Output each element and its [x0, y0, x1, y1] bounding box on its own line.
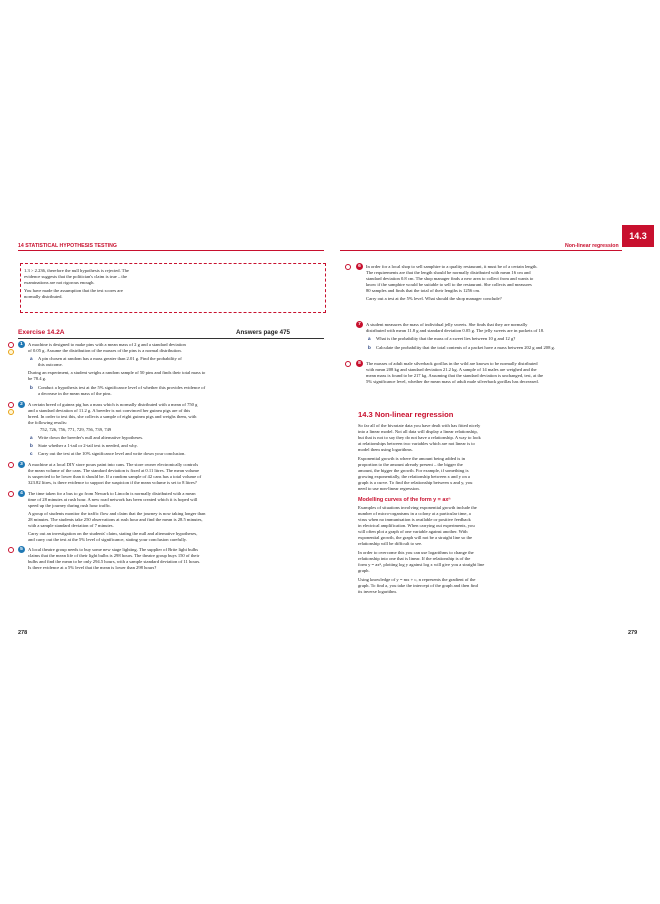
section-p5-3: its inverse logarithm.	[358, 589, 397, 594]
q2-part-b-label: b	[30, 443, 33, 448]
q7-part-b-label: b	[368, 345, 371, 350]
q4-line-4: A group of students monitor the traffic flow and claim that the journey is now taking longer than	[28, 511, 206, 516]
question-number-5: 5	[18, 546, 25, 553]
q7-part-a-label: a	[368, 336, 371, 341]
q5-line-2: claims that the mean life of their light bulbs is 298 hours. The theatre group buys 150 of their	[28, 553, 200, 558]
section-title: 14.3 Non-linear regression	[358, 410, 454, 419]
question-number-1: 1	[18, 341, 25, 348]
question-number-7: 7	[356, 321, 363, 328]
question-number-3: 3	[18, 461, 25, 468]
section-p1-3: but that is not to say they do not have a relationship. A way to look	[358, 435, 481, 440]
q2-part-c: Carry out the test at the 10% significance level and write down your conclusion.	[38, 451, 186, 456]
section-p2-1: Exponential growth is where the amount being added is in	[358, 456, 466, 461]
q8-line-4: 5% significance level, whether the mean mass of adult male silverback gorillas has decreased.	[366, 379, 539, 384]
q6-line-6: Carry out a test at the 5% level. What should the shop manager conclude?	[366, 296, 502, 301]
problem-solving-icon	[345, 264, 351, 270]
section-tab: 14.3	[622, 225, 654, 247]
question-number-4: 4	[18, 490, 25, 497]
q8-line-2: with mean 208 kg and standard deviation 21.2 kg. A sample of 14 males are weighed and the	[366, 367, 537, 372]
q6-line-4: know if the samphire would be suitable to sell to the restaurant. She collects and measures	[366, 282, 532, 287]
answers-link[interactable]: Answers page 475	[236, 329, 290, 336]
header-rule	[18, 250, 324, 251]
section-p4-1: In order to overcome this you can use logarithms to change the	[358, 550, 474, 555]
subsection-title: Modelling curves of the form y = axⁿ	[358, 497, 451, 503]
q1-part-a-1: A pin chosen at random has a mass greater than 2.01 g. Find the probability of	[38, 356, 182, 361]
problem-solving-icon	[8, 547, 14, 553]
q2-part-a-label: a	[30, 435, 33, 440]
q5-line-3: bulbs and find the mean to be only 294.5 hours, with a sample standard deviation of 11 hours.	[28, 559, 201, 564]
q1-stem-1: A machine is designed to make pins with a mean mass of 2 g and a standard deviation	[28, 342, 186, 347]
q2-stem-4: the following results:	[28, 420, 68, 425]
section-p1-4: at relationships between two variables which are not linear is to	[358, 441, 475, 446]
problem-solving-icon	[345, 361, 351, 367]
chapter-header: 14 STATISTICAL HYPOTHESIS TESTING	[18, 243, 117, 249]
q2-part-a: Write down the breeder's null and alternative hypotheses.	[38, 435, 144, 440]
q6-line-2: The requirements are that the length should be normally distributed with mean 16 cm and	[366, 270, 531, 275]
q8-line-3: mean mass is found to be 217 kg. Assuming that the standard deviation is unchanged, test, at the	[366, 373, 544, 378]
section-p2-4: growing exponentially, the relationship between x and y on a	[358, 474, 470, 479]
problem-solving-icon	[8, 491, 14, 497]
q2-stem-1: A certain breed of guinea pig has a mass which is normally distributed with a mean of 750 g	[28, 402, 198, 407]
section-p2-2: proportion to the amount already present – the bigger the	[358, 462, 463, 467]
q1-mid-1: During an experiment, a student weighs a random sample of 50 pins and finds their total mass to	[28, 370, 206, 375]
box-line-1: 1.3 > 2.236, therefore the null hypothesis is rejected. The	[24, 268, 129, 273]
q2-part-c-label: c	[30, 451, 33, 456]
section-p1-1: So far all of the bivariate data you have dealt with has fitted nicely	[358, 423, 481, 428]
section-p2-5: graph is a curve. To find the relationship between x and y, you	[358, 480, 473, 485]
box-line-2: evidence suggests that the politician's claim is true – the	[24, 274, 128, 279]
book-spread	[0, 225, 660, 665]
calculator-icon	[8, 409, 14, 415]
q4-line-7: Carry out an investigation on the students' claim, stating the null and alternative hypotheses,	[28, 531, 198, 536]
exercise-title: Exercise 14.2A	[18, 329, 65, 336]
q1-part-a-2: this outcome.	[38, 362, 63, 367]
q4-line-2: time of 28 minutes at rush hour. A new road network has been created which it is hoped will	[28, 497, 198, 502]
section-p3-7: relationship will be difficult to see.	[358, 541, 423, 546]
exercise-rule	[18, 338, 324, 339]
q4-line-6: with a sample standard deviation of 7 minutes.	[28, 523, 114, 528]
section-p3-6: exponential growth, the graph will not be a straight line so the	[358, 535, 473, 540]
section-p1-5: model them using logarithms.	[358, 447, 413, 452]
q3-line-1: A machine at a local DIY store pours paint into cans. The store owner electronically controls	[28, 462, 199, 467]
q7-part-b: Calculate the probability that the total contents of a packet have a mass between 202 g and 208 g.	[376, 345, 555, 350]
q1-part-b-1: Conduct a hypothesis test at the 5% significance level of whether this provides evidence of	[38, 385, 206, 390]
q3-line-3: is suspected to be lower than it should be. If a random sample of 42 cans has a total volume of	[28, 474, 202, 479]
section-p3-4: in electrical amplification. When carrying out experiments, you	[358, 523, 475, 528]
question-number-8: 8	[356, 360, 363, 367]
problem-solving-icon	[8, 342, 14, 348]
q7-line-2: distributed with mean 11.8 g and standard deviation 0.05 g. The jelly sweets are in packets of 18.	[366, 328, 545, 333]
q1-stem-2: of 0.05 g. Assume the distribution of the masses of the pins is a normal distribution.	[28, 348, 182, 353]
question-number-6: 6	[356, 263, 363, 270]
problem-solving-icon	[8, 402, 14, 408]
q1-mid-2: be 78.4 g.	[28, 376, 47, 381]
q3-line-2: the mean volume of the cans. The standard deviation is fixed at 0.11 litres. The mean volume	[28, 468, 199, 473]
q1-part-b-label: b	[30, 385, 33, 390]
q3-line-4: 323.82 litres, is there evidence to support the suspicion if the mean volume is set to 8 litres?	[28, 480, 197, 485]
q2-part-b: State whether a 1-tail or 2-tail test is needed, and why.	[38, 443, 138, 448]
q5-line-1: A local theatre group needs to buy some new stage lighting. The supplier of Brite light bulbs	[28, 547, 198, 552]
page-number-left: 278	[18, 630, 28, 636]
left-page	[0, 225, 330, 665]
section-p4-2: relationship into one that is linear. If the relationship is of the	[358, 556, 471, 561]
q2-stem-3: breed. In order to test this, she collects a sample of eight guinea pigs and weighs them, with	[28, 414, 197, 419]
q6-line-3: standard deviation 0.8 cm. The shop manager finds a new area to collect from and wants to	[366, 276, 534, 281]
section-p2-3: amount, the bigger the growth. For example, if something is	[358, 468, 469, 473]
q4-line-1: The time taken for a bus to go from Newark to Lincoln is normally distributed with a mean	[28, 491, 196, 496]
section-p5-2: graph. To find a, you take the intercept of the graph and then find	[358, 583, 478, 588]
section-p4-4: graph.	[358, 568, 370, 573]
header-rule-right	[340, 250, 622, 251]
q6-line-5: 80 samples and finds that the total of their lengths is 1256 cm.	[366, 288, 481, 293]
section-header: Non-linear regression	[565, 243, 619, 249]
q7-part-a: What is the probability that the mass of a sweet lies between 10 g and 12 g?	[376, 336, 516, 341]
q7-line-1: A student measures the mass of individual jelly sweets. She finds that they are normally	[366, 322, 528, 327]
q2-data: 752, 726, 756, 771, 729, 756, 739, 749	[40, 427, 112, 432]
box-line-3: examinations are not rigorous enough.	[24, 280, 95, 285]
section-p3-3: virus when no immunisation is available or positive feedback	[358, 517, 471, 522]
section-p3-1: Examples of situations involving exponential growth include the	[358, 505, 477, 510]
section-p4-3: form y = axⁿ, plotting log y against log x will give you a straight line	[358, 562, 485, 567]
q2-stem-2: and a standard deviation of 11.2 g. A breeder is not convinced her guinea pigs are of this	[28, 408, 191, 413]
box-line-4: You have made the assumption that the test scores are	[24, 288, 123, 293]
box-line-5: normally distributed.	[24, 294, 63, 299]
calculator-icon	[8, 349, 14, 355]
section-p1-2: into a linear model. Not all data will display a linear relationship,	[358, 429, 478, 434]
q6-line-1: In order for a local shop to sell samphire to a quality restaurant, it must be of a certain length.	[366, 264, 538, 269]
q1-part-a-label: a	[30, 356, 33, 361]
section-p3-5: will often plot a graph of one variable against another. With	[358, 529, 468, 534]
q4-line-8: and carry out the test at the 5% level of significance, stating your conclusion carefully.	[28, 537, 187, 542]
q4-line-5: 28 minutes. The students take 250 observations at rush hour and find the mean is 28.5 minutes,	[28, 517, 203, 522]
section-p5-1: Using knowledge of y = mx + c, n represents the gradient of the	[358, 577, 476, 582]
q4-line-3: speed up the journey during rush hour traffic.	[28, 503, 112, 508]
q8-line-1: The masses of adult male silverback gorillas in the wild are known to be normally distributed	[366, 361, 538, 366]
q5-line-4: Is there evidence at a 5% level that the mean is lower than 298 hours?	[28, 565, 157, 570]
page-number-right: 279	[628, 630, 638, 636]
question-number-2: 2	[18, 401, 25, 408]
section-p3-2: number of micro-organisms in a colony at a particular time, a	[358, 511, 471, 516]
problem-solving-icon	[8, 462, 14, 468]
q1-part-b-2: a decrease in the mean mass of the pins.	[38, 391, 112, 396]
section-p2-6: need to use non-linear regression.	[358, 486, 420, 491]
